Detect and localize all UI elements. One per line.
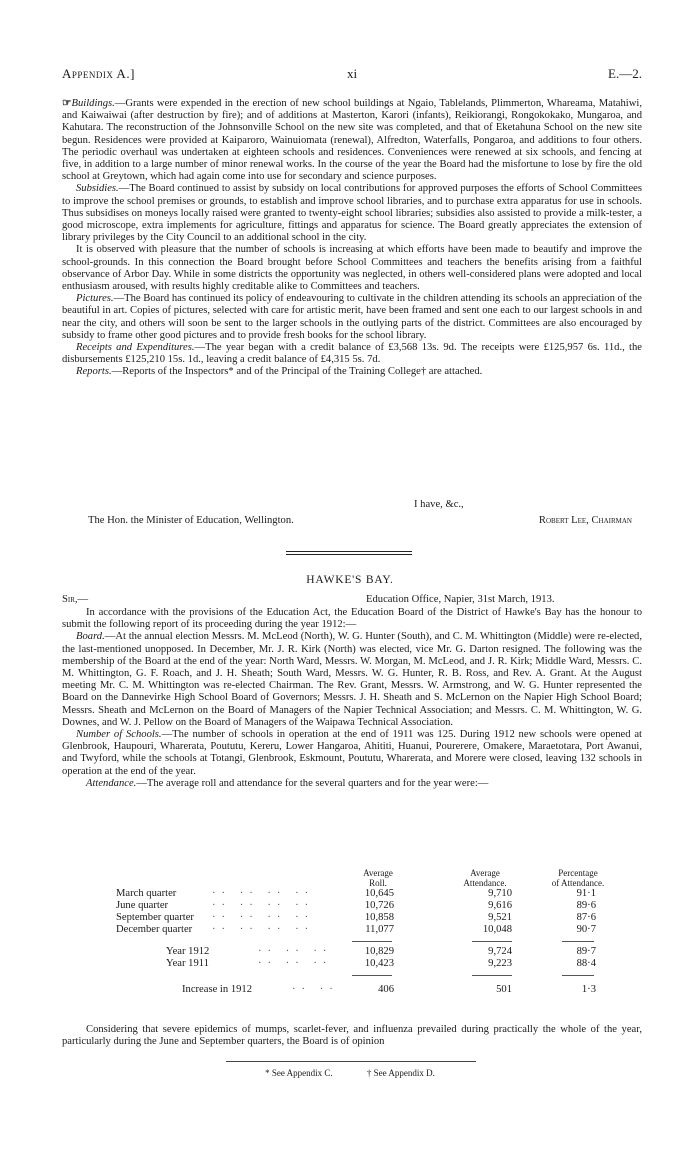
- cell-percent: 87·6: [576, 912, 596, 923]
- subsidies-text: —The Board continued to assist by subsidy on local contributions for approved purposes the efforts of School Committees to improve the school premises or grounds, to establish and improve school libraries, and to purchase extra apparatus for use in schools. Thus subsidises on moneys locally raised were granted to twenty-eight school libraries; subsidies also assisted to provide a milk-tester, a good microscope, extra implements for agriculture, fittings and apparatus for science. The Board greatly appreciates the extension of library privileges by the City Council to an additional school in the city.: [62, 183, 642, 244]
- header-line: Average: [363, 868, 393, 878]
- cell-attendance: 9,521: [488, 912, 512, 923]
- closing-salutation: I have, &c.,: [414, 499, 464, 510]
- attendance-heading: Attendance.: [86, 777, 137, 789]
- receipts-heading: Receipts and Expenditures.: [76, 342, 195, 354]
- receipts-text: —The year began with a credit balance of £3,568 13s. 9d. The receipts were £125,957 6s. 11d., the disbursements £125,210 15s. 1d., leaving a credit balance of £4,315 5s. 7d.: [62, 342, 642, 366]
- table-row: [62, 924, 642, 936]
- header-document-code: E.—2.: [608, 66, 642, 81]
- intro-paragraph: In accordance with the provisions of the Education Act, the Education Board of the District of Hawke's Bay has the honour to submit the following report of its proceeding during the year 1912:—: [62, 607, 642, 631]
- leader-dots: ·· ·· ·· ··: [212, 900, 315, 911]
- cell-roll: 10,645: [364, 888, 394, 899]
- cell-attendance: 9,223: [488, 958, 512, 969]
- cell-attendance: 9,616: [488, 900, 512, 911]
- row-label: June quarter: [116, 900, 169, 911]
- attendance-text: —The average roll and attendance for the several quarters and for the year were:—: [136, 777, 489, 789]
- pictures-text: —The Board has continued its policy of endeavouring to cultivate in the children attending its schools an appreciation of the beautiful in art. Copies of pictures, selected with care for artistic merit, have been framed and sent one each to our largest schools in and near the city, and others will soon be sent to the larger schools in the outlying parts of the district. Committees are also encouraged by subsidy to frame other good pictures and to provide fresh books for the school library.: [62, 293, 642, 341]
- row-label: December quarter: [116, 924, 193, 935]
- cell-percent: 88·4: [576, 958, 596, 969]
- header-line: Attendance.: [463, 878, 507, 888]
- page-header: [62, 66, 642, 84]
- cell-roll: 10,726: [364, 900, 394, 911]
- receipts-paragraph: [62, 342, 642, 366]
- row-label: Year 1912: [166, 946, 210, 957]
- buildings-text: —Grants were expended in the erection of new school buildings at Ngaio, Tablelands, Plimmerton, Whareama, Matahiwi, and Kaiwaiwai (after destruction by fire); and of additions at Masterton, Karori (infants), Reikiorangi, Rongokokako, Mungaroa, and Kahutara. The reconstruction of the Johnsonville School on the new site was completed, and that of Eketahuna School on the new site begun. Residences were provided at Kaiparoro, Wainuiomata (renewal), Alfredton, Waterfalls, Pongaroa, and additions to four others. The periodic overhaul was undertaken at eighteen schools and residences. Conveniences were renewed at six schools, and fencing at five, in addition to a large number of minor renewal works. In the course of the year the Board had the misfortune to lose by fire the old school at Greytown, which had again come into use for secondary and science purposes.: [62, 98, 642, 183]
- addressee-line: The Hon. the Minister of Education, Wellington.: [88, 515, 294, 526]
- schools-paragraph: [62, 729, 642, 778]
- beautify-paragraph: It is observed with pleasure that the number of schools is increasing at which efforts have been made to beautify and improve the school-grounds. In this connection the Board brought before School Committees and teachers the benefits arising from a faithful observance of Arbor Day. While in some districts the opportunity was neglected, in others well-considered plans were adopted and local enthusiasm aroused, with results highly creditable alike to Committees and teachers.: [62, 244, 642, 293]
- table-row: [62, 900, 642, 912]
- hawkes-bay-report-section: [62, 607, 642, 790]
- column-header-percentage: [538, 868, 618, 888]
- cell-attendance: 501: [496, 984, 512, 995]
- board-paragraph: [62, 631, 642, 729]
- reports-heading: Reports.: [76, 366, 112, 378]
- leader-dots: ·· ·· ·· ··: [212, 912, 315, 923]
- wellington-report-section: [62, 98, 642, 379]
- column-header-roll: [348, 868, 408, 888]
- conclusion-section: [62, 1024, 642, 1048]
- sum-rule: [472, 941, 512, 942]
- pointing-hand-icon: ☞: [62, 98, 72, 109]
- pictures-heading: Pictures.: [76, 293, 114, 305]
- page-number: xi: [346, 66, 358, 81]
- table-row: [62, 888, 642, 900]
- section-divider: [286, 551, 412, 552]
- table-row: [62, 958, 642, 970]
- schools-text: —The number of schools in operation at the end of 1911 was 125. During 1912 new schools were opened at Glenbrook, Haupouri, Wharerata, Poututu, Kereru, Lower Hangaroa, Ahititi, Huanui, Pourerere, Omakere, Maraetotara, Port Awanui, and Twyford, while the schools at Totangi, Glenbrook, Eskmount, Poututu, Wharerata, and Morere were closed, leaving 132 schools in operation at the end of the year.: [62, 729, 642, 777]
- subsidies-paragraph: [62, 183, 642, 244]
- table-row: [62, 984, 642, 996]
- cell-percent: 89·7: [576, 946, 596, 957]
- table-row: [62, 946, 642, 958]
- cell-percent: 90·7: [576, 924, 596, 935]
- row-label: March quarter: [116, 888, 177, 899]
- cell-percent: 89·6: [576, 900, 596, 911]
- row-label: September quarter: [116, 912, 194, 923]
- subsidies-heading: Subsidies.: [76, 183, 119, 195]
- section-title: HAWKE'S BAY.: [306, 574, 394, 586]
- header-line: Percentage: [558, 868, 598, 878]
- footnote-appendix-c: * See Appendix C.: [265, 1068, 333, 1078]
- footnotes: [0, 1068, 700, 1078]
- cell-roll: 10,858: [364, 912, 394, 923]
- leader-dots: ·· ·· ··: [258, 958, 333, 969]
- cell-percent: 1·3: [581, 984, 596, 995]
- leader-dots: ·· ·· ··: [258, 946, 333, 957]
- leader-dots: ·· ··: [292, 984, 339, 995]
- sum-rule: [352, 941, 392, 942]
- leader-dots: ·· ·· ·· ··: [212, 924, 315, 935]
- header-line: of Attendance.: [551, 878, 605, 888]
- table-row: [62, 912, 642, 924]
- difference-rule: [352, 975, 392, 976]
- signature: Robert Lee, Chairman: [538, 515, 632, 526]
- cell-attendance: 9,724: [488, 946, 512, 957]
- row-label: Year 1911: [166, 958, 209, 969]
- reports-paragraph: [62, 366, 642, 378]
- row-label: Increase in 1912: [182, 984, 253, 995]
- reports-text: —Reports of the Inspectors* and of the Principal of the Training College† are attached.: [111, 366, 483, 378]
- cell-roll: 406: [378, 984, 394, 995]
- office-date-line: Education Office, Napier, 31st March, 1913.: [366, 594, 555, 605]
- cell-attendance: 10,048: [482, 924, 512, 935]
- conclusion-paragraph: Considering that severe epidemics of mumps, scarlet-fever, and influenza prevailed during practically the whole of the year, particularly during the June and September quarters, the Board is of opinion: [62, 1024, 642, 1048]
- cell-percent: 91·1: [576, 888, 596, 899]
- buildings-heading: Buildings.: [71, 98, 115, 109]
- sum-rule: [562, 941, 594, 942]
- section-divider-second-line: [286, 554, 412, 555]
- footnote-divider: [226, 1061, 476, 1062]
- attendance-paragraph: [62, 778, 642, 790]
- schools-heading: Number of Schools.: [76, 729, 162, 741]
- buildings-paragraph: [62, 98, 642, 183]
- difference-rule: [472, 975, 512, 976]
- cell-roll: 10,829: [364, 946, 394, 957]
- board-heading: Board.: [76, 631, 105, 643]
- salutation: Sir,—: [62, 594, 89, 605]
- column-header-attendance: [448, 868, 522, 888]
- header-line: Average: [470, 868, 500, 878]
- difference-rule: [562, 975, 594, 976]
- cell-roll: 10,423: [364, 958, 394, 969]
- cell-roll: 11,077: [365, 924, 394, 935]
- header-appendix: Appendix A.]: [62, 66, 135, 81]
- board-text: —At the annual election Messrs. M. McLeod (North), W. G. Hunter (South), and C. M. Whittington (Middle) were re-elected, the last-mentioned unopposed. In December, Mr. J. R. Kirk (North) was elected, vice Mr. G. Darton resigned. The following was the membership of the Board at the end of the year: North Ward, Messrs. W. Morgan, M. McLeod, and J. R. Kirk; Middle Ward, Messrs. C. M. Whittington, G. F. Roach, and J. H. Sheath; South Ward, Messrs. W. G. Hunter, R. B. Ross, and Rev. A. Grant. At the August meeting Mr. C. M. Whittington was re-elected Chairman. The Rev. Grant, Messrs. W. Armstrong, and W. G. Hunter represented the Board on the Dannevirke High School Board of Governors; Messrs. J. H. Sheath and S. McLernon on the Napier High School Board; Messrs. Sheath and McLernon on the Board of Managers of the Napier Technical Association; and Messrs. C. M. Whittington, W. G. Downes, and W. J. Pellow on the Board of Managers of the Waipawa Technical Association.: [62, 631, 642, 728]
- cell-attendance: 9,710: [488, 888, 512, 899]
- pictures-paragraph: [62, 293, 642, 342]
- footnote-appendix-d: † See Appendix D.: [366, 1068, 435, 1078]
- header-line: Roll.: [369, 878, 387, 888]
- leader-dots: ·· ·· ·· ··: [212, 888, 315, 899]
